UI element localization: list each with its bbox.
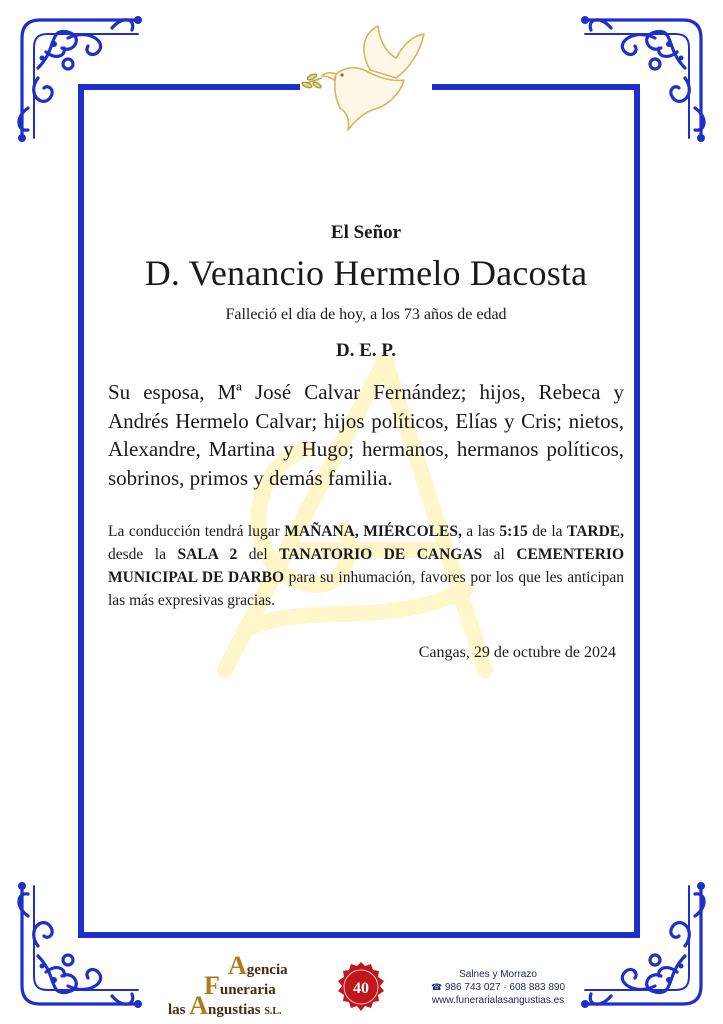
rip-heading: D. E. P. [335,340,396,361]
cemetery-name: CEMENTERIO MUNICIPAL DE DARBO [108,546,625,586]
funeral-period: TARDE, [567,523,624,540]
funeral-text: La conducción tendrá lugar [108,523,285,540]
family-list: Su esposa, Mª José Calvar Fernández; hijos, Rebeca y Andrés Hermelo Calvar; hijos políticos, Elías y Cris; nietos, Alexandre, Martina y Hugo; hermanos, hermanos políticos, sobrinos, primos y demás familia. [108,380,624,490]
logo-initial: A [189,991,209,1020]
logo-initial: F [204,971,220,1000]
logo-suffix: S.L. [264,1006,282,1017]
funeral-text: desde la [108,546,178,563]
contact-web: www.funerarialasangustias.es [431,995,565,1006]
funeral-details [108,520,624,612]
contact-info [408,968,588,1007]
logo-word-las: las [168,1002,190,1018]
deceased-name: D. Venancio Hermelo Dacosta [144,253,588,293]
funeral-time: 5:15 [499,523,528,540]
place-and-date: Cangas, 29 de octubre de 2024 [418,644,616,661]
phone-icon: ☎ [430,982,443,992]
contact-region: Salnes y Morrazo [459,969,537,980]
funeral-text: a las [461,523,500,540]
corner-ornament-icon [575,876,715,1016]
corner-ornament-icon [8,8,148,148]
funeral-text: de la [527,523,567,540]
funeral-text: del [237,546,280,563]
logo-initial: A [228,951,247,980]
funeral-home: TANATORIO DE CANGAS [279,546,483,563]
seal-number: 40 [353,980,369,997]
anniversary-seal-icon [334,960,388,1014]
company-logo [168,951,338,1020]
contact-phones: 986 743 027 · 608 883 890 [444,982,566,993]
logo-word-funeraria: uneraria [219,982,276,998]
funeral-room: SALA 2 [177,546,238,563]
notice-content [108,222,624,662]
corner-ornament-icon [575,8,715,148]
funeral-text: para su inhumación, favores por los que les anticipan las más expresivas gracias. [108,569,624,609]
funeral-text: al [482,546,517,563]
logo-word-angustias: ngustias [208,1002,261,1018]
funeral-day: MAÑANA, MIÉRCOLES, [284,523,462,540]
corner-ornament-icon [8,876,148,1016]
death-statement: Falleció el día de hoy, a los 73 años de edad [225,306,507,323]
dove-icon [300,22,432,137]
honorific-title: El Señor [330,222,402,243]
logo-word-agencia: gencia [246,962,288,978]
